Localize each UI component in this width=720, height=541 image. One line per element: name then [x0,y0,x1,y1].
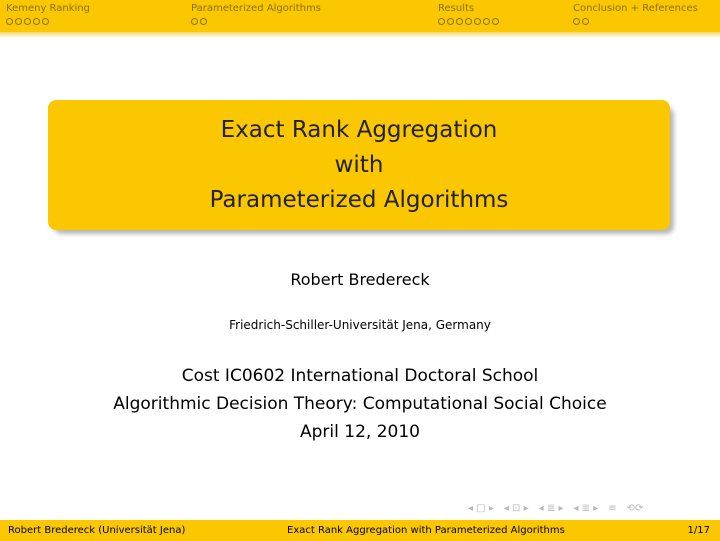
nav-slide-dots [6,18,90,26]
nav-section-label[interactable]: Results [438,3,475,14]
nav-section-conclusion-references[interactable] [573,3,698,26]
nav-section-label[interactable]: Parameterized Algorithms [191,3,321,14]
title-line-1: Exact Rank Aggregation [220,116,498,143]
title-box [48,100,670,230]
slide-dot[interactable] [33,18,40,25]
slide-dot[interactable] [492,18,499,25]
section-navigation-icon[interactable]: ◂ ≣ ▸ [538,503,564,514]
event-line-1: Cost IC0602 International Doctoral School [181,366,539,386]
footer-bar [0,520,720,541]
institute: Friedrich-Schiller-Universität Jena, Germany [229,318,491,332]
footer-page-number: 1/17 [687,525,710,536]
slide-dot[interactable] [15,18,22,25]
slide-dot[interactable] [42,18,49,25]
nav-section-results[interactable] [438,3,499,26]
slide-dot[interactable] [483,18,490,25]
nav-section-label[interactable]: Conclusion + References [573,3,698,14]
title-line-2: with [334,151,384,178]
slide-dot[interactable] [6,18,13,25]
footer-author: Robert Bredereck (Universität Jena) [8,525,186,536]
nav-section-parameterized-algorithms[interactable] [191,3,321,26]
slide-dot[interactable] [582,18,589,25]
title-line-3: Parameterized Algorithms [209,186,509,213]
nav-section-kemeny-ranking[interactable] [6,3,90,26]
slide-dot[interactable] [465,18,472,25]
subsection-navigation-icon[interactable]: ◂ ⊡ ▸ [503,503,529,514]
author-name: Robert Bredereck [290,270,430,289]
slide-dot[interactable] [438,18,445,25]
slide-dot[interactable] [24,18,31,25]
slide-dot[interactable] [474,18,481,25]
nav-slide-dots [438,18,499,26]
navigation-bar-shadow [0,32,720,38]
presentation-date: April 12, 2010 [300,422,420,442]
appendix-icon[interactable]: ≡ [608,503,617,514]
slide-dot[interactable] [573,18,580,25]
slide-dot[interactable] [456,18,463,25]
section-navigation-bar [0,0,720,32]
nav-section-label[interactable]: Kemeny Ranking [6,3,90,14]
frame-navigation-icon[interactable]: ◂ □ ▸ [468,503,494,514]
footer-title: Exact Rank Aggregation with Parameterized Algorithms [287,525,565,536]
slide-dot[interactable] [447,18,454,25]
beamer-navigation-symbols [468,503,643,514]
nav-slide-dots [191,18,321,26]
document-navigation-icon[interactable]: ◂ ≣ ▸ [573,503,599,514]
event-line-2: Algorithmic Decision Theory: Computational Social Choice [113,394,607,414]
nav-slide-dots [573,18,698,26]
search-back-forward-icon[interactable]: ⟲⟳ [626,503,644,514]
slide-dot[interactable] [200,18,207,25]
slide-dot[interactable] [191,18,198,25]
